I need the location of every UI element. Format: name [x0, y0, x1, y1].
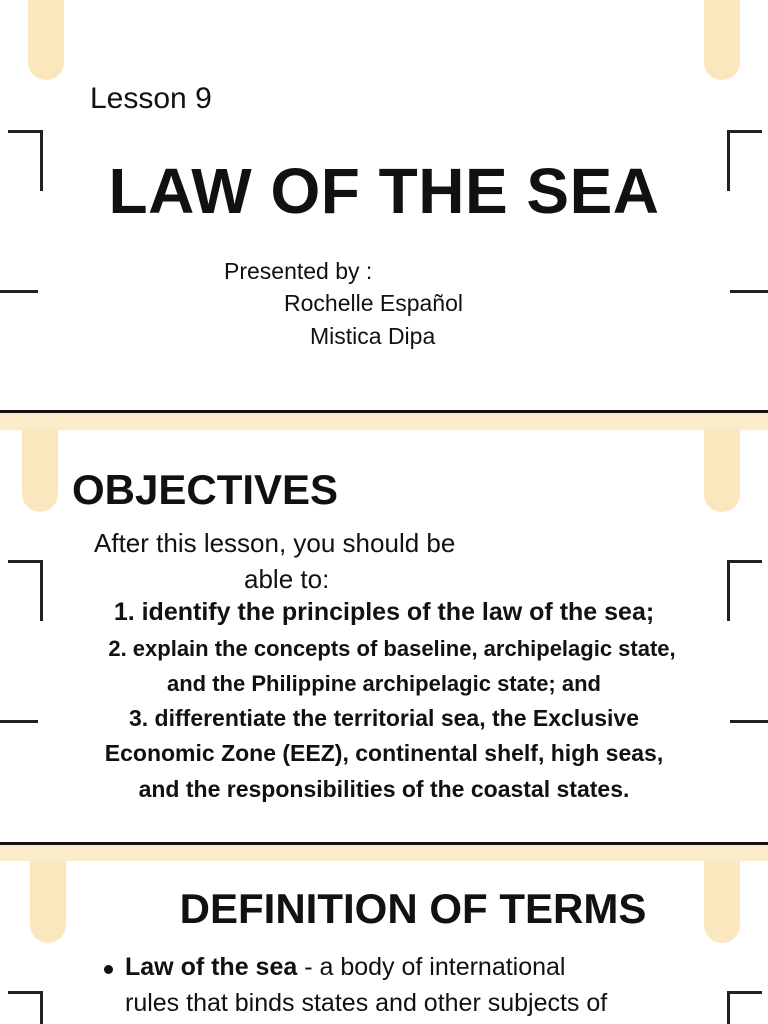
slide-title: [0, 0, 768, 412]
decor-tab-left: [28, 0, 64, 80]
decor-bracket-right: [727, 991, 762, 1024]
presenter-name: Mistica Dipa: [310, 323, 436, 349]
decor-tab-right: [704, 0, 740, 80]
section-heading: OBJECTIVES: [72, 466, 339, 513]
objective-item: 1. identify the principles of the law of the sea;: [113, 598, 655, 626]
definition-body: - a body of international: [297, 953, 566, 981]
objective-item: 3. differentiate the territorial sea, the Exclusive: [128, 705, 640, 731]
decor-dash-left: [0, 290, 38, 293]
bullet-icon: [104, 965, 113, 974]
objective-item: and the responsibilities of the coastal states.: [138, 776, 630, 802]
slide-definitions: [0, 861, 768, 1024]
definition-term: Law of the sea: [125, 953, 298, 981]
objective-item: 2. explain the concepts of baseline, archipelagic state,: [108, 636, 676, 661]
objective-item: Economic Zone (EEZ), continental shelf, high seas,: [104, 740, 664, 766]
decor-dash-right: [730, 290, 768, 293]
decor-bracket-left: [8, 991, 43, 1024]
page-title: LAW OF THE SEA: [108, 155, 660, 227]
definition-text: [125, 953, 566, 982]
intro-text: able to:: [244, 564, 330, 594]
presenter-name: Rochelle Español: [284, 290, 464, 316]
presented-by-label: Presented by :: [224, 258, 373, 284]
objective-item: and the Philippine archipelagic state; and: [167, 671, 601, 696]
slide-gap: [0, 413, 768, 430]
section-heading: DEFINITION OF TERMS: [179, 885, 647, 932]
definition-text: rules that binds states and other subjects of: [125, 989, 608, 1017]
intro-text: After this lesson, you should be: [94, 528, 456, 558]
slide-gap: [0, 845, 768, 861]
lesson-label: Lesson 9: [90, 82, 212, 115]
slide-objectives: [0, 430, 768, 842]
decor-tab-left: [22, 430, 58, 512]
decor-tab-right: [704, 430, 740, 512]
